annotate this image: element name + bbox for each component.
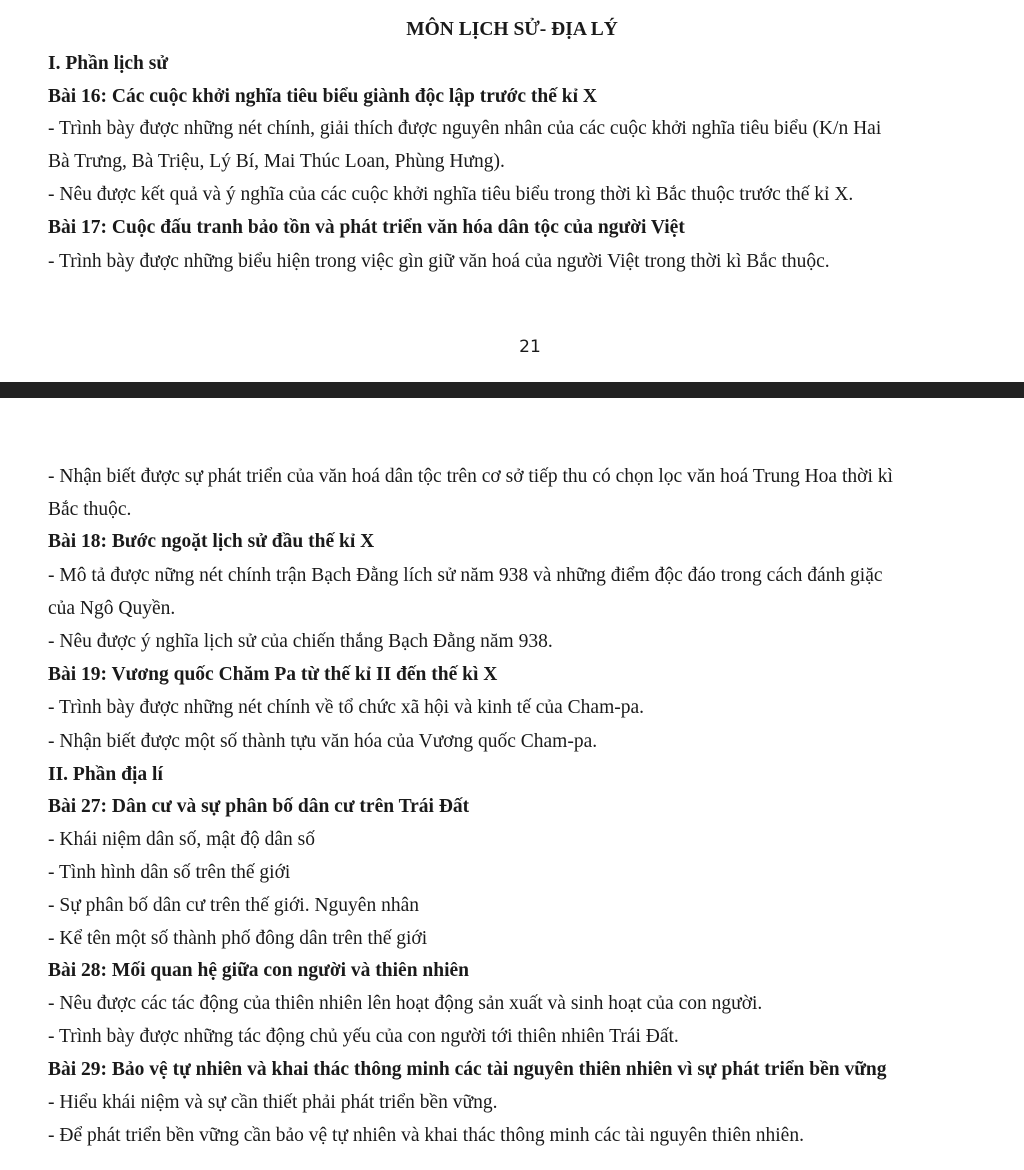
- lesson-29-title: Bài 29: Bảo vệ tự nhiên và khai thác thông minh các tài nguyên thiên nhiên vì sự phát triển bền vững: [48, 1059, 887, 1080]
- lesson-19-item: - Trình bày được những nét chính về tổ chức xã hội và kinh tế của Cham-pa.: [48, 697, 645, 718]
- lesson-18-item: của Ngô Quyền.: [48, 598, 176, 619]
- lesson-16-item: - Trình bày được những nét chính, giải thích được nguyên nhân của các cuộc khởi nghĩa tiêu biểu (K/n Hai: [48, 118, 882, 139]
- document-title: MÔN LỊCH SỬ- ĐỊA LÝ: [406, 19, 618, 40]
- page-break-divider: [0, 382, 1024, 398]
- lesson-28-item: - Nêu được các tác động của thiên nhiên lên hoạt động sản xuất và sinh hoạt của con người.: [48, 993, 763, 1014]
- lesson-19-item: - Nhận biết được một số thành tựu văn hóa của Vương quốc Cham-pa.: [48, 731, 598, 752]
- lesson-18-item: - Mô tả được nững nét chính trận Bạch Đằng lích sử năm 938 và những điểm độc đáo trong cách đánh giặc: [48, 565, 883, 586]
- lesson-27-title: Bài 27: Dân cư và sự phân bố dân cư trên Trái Đất: [48, 796, 470, 817]
- lesson-18-title: Bài 18: Bước ngoặt lịch sử đầu thế kỉ X: [48, 531, 375, 552]
- lesson-27-item: - Sự phân bố dân cư trên thế giới. Nguyên nhân: [48, 895, 419, 916]
- lesson-28-title: Bài 28: Mối quan hệ giữa con người và thiên nhiên: [48, 960, 470, 981]
- lesson-17-item: - Trình bày được những biểu hiện trong việc gìn giữ văn hoá của người Việt trong thời kì Bắc thuộc.: [48, 251, 830, 272]
- lesson-29-item: - Để phát triển bền vững cần bảo vệ tự nhiên và khai thác thông minh các tài nguyên thiên nhiên.: [48, 1125, 804, 1146]
- lesson-27-item: - Tình hình dân số trên thế giới: [48, 862, 291, 883]
- section-heading-history: I. Phần lịch sử: [48, 53, 169, 74]
- lesson-16-item: - Nêu được kết quả và ý nghĩa của các cuộc khởi nghĩa tiêu biểu trong thời kì Bắc thuộc trước thế kỉ X.: [48, 184, 854, 205]
- lesson-17-item: - Nhận biết được sự phát triển của văn hoá dân tộc trên cơ sở tiếp thu có chọn lọc văn hoá Trung Hoa thời kì: [48, 466, 893, 487]
- lesson-17-title: Bài 17: Cuộc đấu tranh bảo tồn và phát triển văn hóa dân tộc của người Việt: [48, 217, 685, 238]
- section-heading-geography: II. Phần địa lí: [48, 764, 163, 785]
- page-lower: [0, 398, 1024, 1170]
- lesson-18-item: - Nêu được ý nghĩa lịch sử của chiến thắng Bạch Đằng năm 938.: [48, 631, 553, 652]
- page-number: 21: [519, 337, 541, 357]
- lesson-16-item: Bà Trưng, Bà Triệu, Lý Bí, Mai Thúc Loan, Phùng Hưng).: [48, 151, 505, 172]
- lesson-27-item: - Kể tên một số thành phố đông dân trên thế giới: [48, 928, 428, 949]
- lesson-28-item: - Trình bày được những tác động chủ yếu của con người tới thiên nhiên Trái Đất.: [48, 1026, 679, 1047]
- lesson-27-item: - Khái niệm dân số, mật độ dân số: [48, 829, 315, 850]
- lesson-19-title: Bài 19: Vương quốc Chăm Pa từ thế kỉ II đến thế kì X: [48, 664, 498, 685]
- lesson-29-item: - Hiểu khái niệm và sự cần thiết phải phát triển bền vững.: [48, 1092, 498, 1113]
- page-upper: [0, 0, 1024, 382]
- lesson-17-item: Bắc thuộc.: [48, 499, 132, 520]
- lesson-16-title: Bài 16: Các cuộc khởi nghĩa tiêu biểu giành độc lập trước thế kỉ X: [48, 86, 598, 107]
